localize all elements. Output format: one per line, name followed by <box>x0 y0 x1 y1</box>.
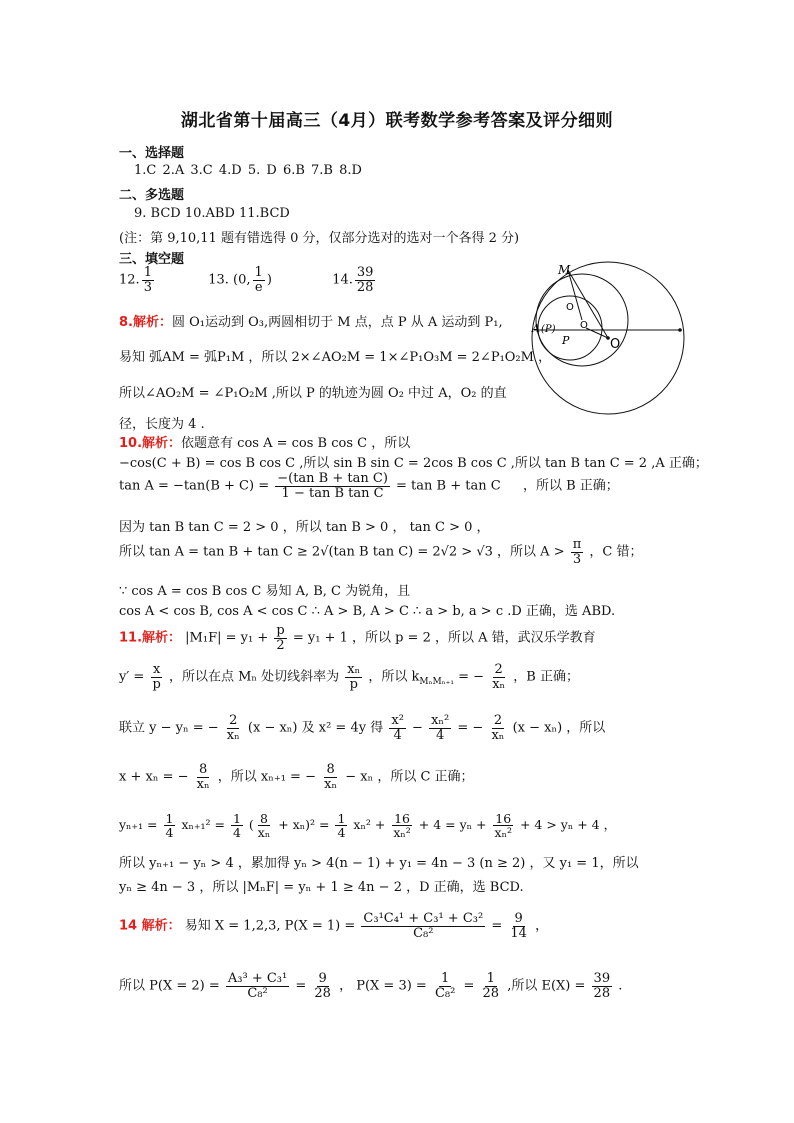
q10-line-2: −cos(C + B) = cos B cos C ,所以 sin B sin C = 2cos B cos C ,所以 tan B tan C = 2 ,A 正确； <box>119 456 708 471</box>
q11-l5-frac6 <box>493 812 514 839</box>
q14-l2-frac3 <box>433 972 457 1000</box>
q11-l5-frac3 <box>256 812 272 839</box>
q11-l4-frac2 <box>322 763 339 791</box>
radius-o2m <box>568 270 608 338</box>
q14-l1-frac1 <box>361 912 485 940</box>
q11-l5-frac4 <box>335 812 347 839</box>
point-right <box>678 328 682 332</box>
page-title: 湖北省第十届高三（4月）联考数学参考答案及评分细则 <box>180 111 614 131</box>
section-heading-fill: 三、填空题 <box>119 252 185 267</box>
q11-l4-num2: 8 <box>326 762 335 777</box>
q11-l3-b: (x − xₙ) 及 x² = 4y 得 <box>247 720 384 736</box>
q10-l3-fraction <box>275 472 390 500</box>
q14-line-2 <box>119 972 622 1000</box>
label-p1: P <box>562 334 570 347</box>
q13-label: 13. (0, <box>208 272 251 288</box>
q11-l5-d1: 4 <box>165 825 174 841</box>
q10-label: 10.解析： <box>119 436 182 451</box>
q11-l2-frac1 <box>150 663 162 691</box>
q11-l3-num2: x² <box>391 713 404 728</box>
q11-l1-lhs: |M₁F| = y₁ + <box>185 630 269 646</box>
label-a: A <box>532 322 540 335</box>
q11-line-3 <box>119 714 605 742</box>
q11-l5-f: + 4 = yₙ + <box>418 817 487 833</box>
q8-label: 8.解析： <box>119 315 172 330</box>
q11-l3-den4: xₙ <box>491 727 505 743</box>
q10-l3-num: −(tan B + tan C) <box>277 471 388 486</box>
q10-line-4: 因为 tan B tan C = 2 > 0 ，所以 tan B > 0 ， tan C > 0 ， <box>119 520 490 535</box>
q14-l2-e: ,所以 E(X) = <box>507 978 586 994</box>
q11-l3-den1: xₙ <box>226 727 240 743</box>
q11-l5-d: + xₙ)² = <box>278 817 330 833</box>
q14-l1-den2: 14 <box>510 925 527 941</box>
q10-line-6: ∵ cos A = cos B cos C 易知 A, B, C 为锐角，且 <box>119 584 411 599</box>
q11-l4-den1: xₙ <box>196 776 210 792</box>
q14-l2-den3: C₈² <box>434 985 456 1001</box>
section-heading-choice: 一、选择题 <box>119 146 185 161</box>
fill-answers <box>119 266 377 294</box>
q14-l2-a: 所以 P(X = 2) = <box>119 978 220 994</box>
q14-num: 39 <box>356 265 374 280</box>
q14-l2-den5: 28 <box>593 985 611 1001</box>
section-heading-multi: 二、多选题 <box>119 188 185 203</box>
q11-l5-d4: 4 <box>337 825 346 841</box>
q11-l3-frac2 <box>389 714 406 742</box>
q11-l5-frac1 <box>164 812 176 839</box>
q11-line-6: 所以 yₙ₊₁ − yₙ > 4 ，累加得 yₙ > 4(n − 1) + y₁ = 4n − 3 (n ≥ 2) ，又 y₁ = 1，所以 <box>119 856 639 871</box>
label-o1: O <box>580 320 588 331</box>
q11-l4-frac1 <box>195 763 212 791</box>
multi-answers: 9. BCD 10.ABD 11.BCD <box>134 206 290 221</box>
q13-close: ) <box>266 272 272 288</box>
q14-den: 28 <box>356 279 374 295</box>
q11-l5-n6: 16 <box>495 811 512 826</box>
q11-l5-n4: 1 <box>337 811 346 826</box>
q11-l2-num3: 2 <box>494 662 503 677</box>
q14-l1-a: 易知 X = 1,2,3, P(X = 1) = <box>184 918 356 934</box>
label-m: M <box>558 263 571 277</box>
q11-l3-num4: 2 <box>493 713 503 728</box>
q10-l5-tail: ，C 错； <box>589 544 643 560</box>
label-p: (P) <box>541 324 556 335</box>
q11-line-4 <box>119 763 474 791</box>
q14-label: 14 解析： <box>119 918 181 934</box>
q11-l5-n3: 8 <box>260 811 268 826</box>
q12-num: 1 <box>143 265 152 280</box>
q14-l2-frac1 <box>226 972 289 1000</box>
q14-l1-frac2 <box>508 912 529 940</box>
q11-l3-num3: xₙ² <box>431 713 450 728</box>
q11-l3-den3: 4 <box>436 727 445 743</box>
q11-label: 11.解析： <box>119 630 182 646</box>
q11-l5-d5: xₙ² <box>393 825 411 841</box>
q11-l2-e: ，B 正确； <box>513 669 579 685</box>
q11-line-2 <box>119 663 579 691</box>
q14-label: 14. <box>332 272 353 288</box>
q13-fraction <box>253 266 265 294</box>
label-o3: O <box>566 302 574 313</box>
q11-l5-g: + 4 > yₙ + 4 ， <box>519 817 617 833</box>
q10-line-7: cos A < cos B, cos A < cos C ∴ A > B, A > C ∴ a > b, a > c .D 正确，选 ABD. <box>119 604 616 619</box>
q8-line-2: 易知 弧AM = 弧P₁M ，所以 2×∠AO₂M = 1×∠P₁O₃M = 2∠P₁O₂M ， <box>119 350 552 365</box>
q14-l1-num2: 9 <box>514 911 523 926</box>
q10-l5-text: 所以 tan A = tan B + tan C ≥ 2√(tan B tan C) = 2√2 > √3 ，所以 A > <box>119 544 565 560</box>
q11-l5-d6: xₙ² <box>494 825 512 841</box>
q11-l3-num1: 2 <box>229 713 238 728</box>
q11-l4-b: ，所以 xₙ₊₁ = − <box>217 769 316 785</box>
q11-line-7: yₙ ≥ 4n − 3 ，所以 |MₙF| = yₙ + 1 ≥ 4n − 2 ，D 正确，选 BCD. <box>119 880 524 895</box>
q11-l2-num2: xₙ <box>347 662 361 677</box>
q14-l2-den4: 28 <box>482 985 500 1001</box>
q10-line-5 <box>119 538 643 566</box>
q10-line-1 <box>119 432 410 451</box>
q14-l2-num2: 9 <box>318 971 327 986</box>
q14-l1-den1: C₈² <box>413 925 434 941</box>
q11-l2-a: y′ = <box>119 669 145 685</box>
q14-l2-num5: 39 <box>593 971 611 986</box>
label-o2: O <box>610 337 621 352</box>
q14-l2-frac2 <box>312 972 333 1000</box>
q13-num: 1 <box>254 265 263 280</box>
q14-l2-num4: 1 <box>486 971 495 986</box>
q11-l5-b: xₙ₊₁² = <box>181 817 225 833</box>
q11-l3-frac4 <box>489 714 506 742</box>
q11-l3-den2: 4 <box>393 727 402 743</box>
q10-text-1: 依题意有 cos A = cos B cos C ，所以 <box>181 436 411 451</box>
q11-l2-d: = − <box>458 669 485 685</box>
q11-l5-d2: 4 <box>232 825 241 841</box>
q12-label: 12. <box>119 272 140 288</box>
q11-l3-e: (x − xₙ) ，所以 <box>512 720 606 736</box>
q11-l2-den3: xₙ <box>492 676 506 692</box>
choice-answers: 1.C 2.A 3.C 4.D 5. D 6.B 7.B 8.D <box>134 163 362 178</box>
q14-line-1 <box>119 912 548 940</box>
q14-l2-frac4 <box>481 972 502 1000</box>
q14-l2-f: . <box>618 978 623 994</box>
q11-l4-c: − xₙ ，所以 C 正确； <box>345 769 474 785</box>
q14-l2-num1: A₃³ + C₃¹ <box>227 971 288 986</box>
q11-l1-den: 2 <box>276 637 285 653</box>
q14-l2-c: ， P(X = 3) = <box>339 978 427 994</box>
q11-l2-b: ，所以在点 Mₙ 处切线斜率为 <box>168 669 340 685</box>
q8-text-1: 圆 O₁运动到 O₃,两圆相切于 M 点，点 P 从 A 运动到 P₁, <box>171 315 503 330</box>
q11-l5-frac2 <box>231 812 243 839</box>
q14-l1-num1: C₃¹C₄¹ + C₃¹ + C₃² <box>363 911 484 926</box>
q11-l2-den2: p <box>349 676 358 692</box>
q11-l3-c: − <box>412 720 423 736</box>
q11-l3-a: 联立 y − yₙ = − <box>119 720 219 736</box>
q11-l5-n5: 16 <box>394 811 411 826</box>
q11-l3-frac3 <box>429 714 451 742</box>
q10-line-3 <box>119 472 619 500</box>
q14-l2-b: = <box>295 978 307 994</box>
q13-den: e <box>254 279 263 295</box>
q11-l2-frac3 <box>490 663 507 691</box>
q11-l2-frac2 <box>345 663 362 691</box>
q14-l1-c: ， <box>535 918 549 934</box>
q11-l2-den1: p <box>152 676 161 692</box>
q8-line-3: 所以∠AO₂M = ∠P₁O₂M ,所以 P 的轨迹为圆 O₂ 中过 A，O₂ 的直 <box>119 386 507 401</box>
q11-l4-a: x + xₙ = − <box>119 769 189 785</box>
q14-l2-den2: 28 <box>314 985 331 1001</box>
q14-l2-den1: C₈² <box>247 985 268 1001</box>
q11-l1-fraction <box>274 624 286 652</box>
q12-den: 3 <box>143 279 152 295</box>
q10-l3-lhs: tan A = −tan(B + C) = <box>119 478 270 494</box>
q8-line-4: 径，长度为 4 . <box>119 417 205 432</box>
q11-line-5 <box>119 812 616 839</box>
scoring-note: (注：第 9,10,11 题有错选得 0 分，仅部分选对的选对一个各得 2 分) <box>119 231 520 246</box>
q11-l5-a: yₙ₊₁ = <box>119 817 158 833</box>
q10-l3-den: 1 − tan B tan C <box>281 485 384 501</box>
q10-l5-fraction <box>571 538 584 566</box>
q11-l3-d: = − <box>457 720 484 736</box>
q11-line-1 <box>119 624 596 652</box>
q14-l2-d: = <box>463 978 475 994</box>
q12-fraction <box>142 266 154 294</box>
q11-l4-num1: 8 <box>198 762 208 777</box>
circle-diagram <box>528 258 688 418</box>
q11-l2-sub: MₙMₙ₊₁ <box>419 677 454 688</box>
q10-l3-tail: ，所以 B 正确； <box>522 478 619 494</box>
q11-l5-frac5 <box>391 812 412 839</box>
q8-line-1 <box>119 311 503 330</box>
q11-l2-c: ，所以 k <box>368 669 420 685</box>
q10-l3-rhs: = tan B + tan C <box>396 478 501 494</box>
q11-l4-den2: xₙ <box>324 776 338 792</box>
q11-l5-d3: xₙ <box>257 825 271 841</box>
q11-l3-frac1 <box>225 714 242 742</box>
q11-l5-c: ( <box>248 817 254 833</box>
q14-l1-b: = <box>491 918 503 934</box>
q11-l2-num1: x <box>152 662 161 677</box>
q11-l5-n1: 1 <box>165 811 174 826</box>
q11-l1-num: p <box>276 623 285 638</box>
q11-l5-e: xₙ² + <box>353 817 386 833</box>
q14-fraction <box>355 266 376 294</box>
q14-l2-num3: 1 <box>441 971 450 986</box>
q10-l5-num: π <box>572 537 582 552</box>
q11-l1-tail: = y₁ + 1 ，所以 p = 2 ，所以 A 错，武汉乐学教育 <box>292 630 596 646</box>
q10-l5-den: 3 <box>572 551 582 567</box>
q14-l2-frac5 <box>592 972 613 1000</box>
q11-l5-n2: 1 <box>232 811 241 826</box>
